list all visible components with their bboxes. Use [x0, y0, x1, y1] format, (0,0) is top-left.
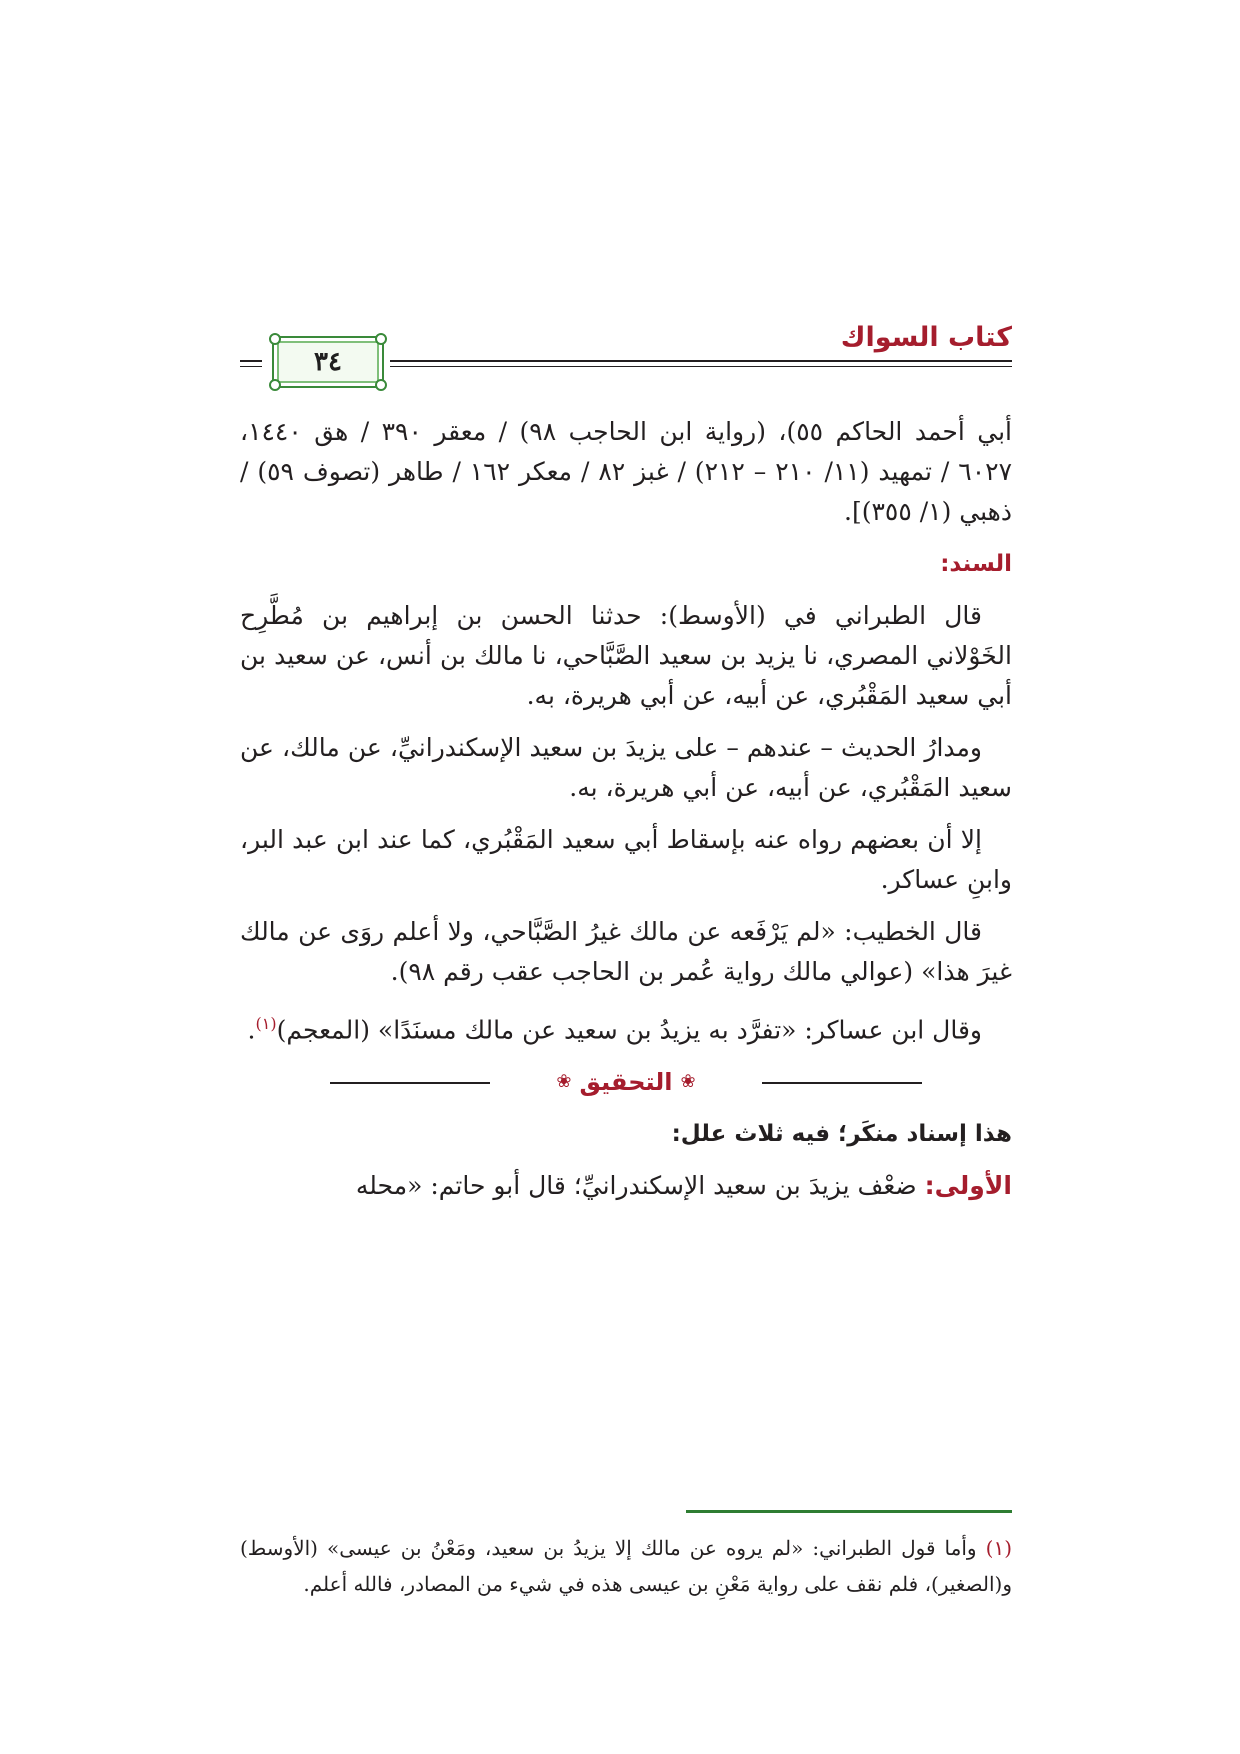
footnote: [240, 1530, 1012, 1602]
footnote-number: (١): [985, 1536, 1012, 1560]
footnote-text: وأما قول الطبراني: «لم يروه عن مالك إلا يزيدُ بن سعيد، ومَعْنُ بن عيسى» (الأوسط) و(الصغير)، فلم نقف على رواية مَعْنِ بن عيسى هذه في شيء من المصادر، فالله أعلم.: [240, 1536, 1012, 1596]
paragraph: [240, 1166, 1012, 1206]
frame-corner-icon: [375, 333, 387, 345]
sources-line: أبي أحمد الحاكم ٥٥)، (رواية ابن الحاجب ٩٨) / معقر ٣٩٠ / هق ١٤٤٠، ٦٠٢٧ / تمهيد (١١/ ٢١٠ – ٢١٢) / غبز ٨٢ / معكر ١٦٢ / طاهر (تصوف ٥٩) / ذهبي (١/ ٣٥٥)].: [240, 417, 1012, 526]
flourish-icon: ❀: [680, 1071, 696, 1093]
paragraph-text: وقال ابن عساكر: «تفرَّد به يزيدُ بن سعيد عن مالك مسنَدًا» (المعجم): [276, 1015, 982, 1045]
first-defect-text: ضعْف يزيدَ بن سعيد الإسكندرانيِّ؛ قال أبو حاتم: «محله: [355, 1171, 925, 1201]
page-number-frame: [272, 336, 384, 388]
verdict-line: هذا إسناد منكَر؛ فيه ثلاث علل:: [671, 1121, 1012, 1148]
sanad-heading: السند:: [940, 551, 1012, 577]
paragraph: قال الخطيب: «لم يَرْفَعه عن مالك غيرُ الصَّبَّاحي، ولا أعلم روَى عن مالك غيرَ هذا» (عوالي مالك رواية عُمر بن الحاجب عقب رقم ٩٨).: [240, 917, 1012, 986]
footnote-reference[interactable]: (١): [255, 1014, 277, 1033]
divider-line: [330, 1082, 490, 1084]
paragraph: ومدارُ الحديث – عندهم – على يزيدَ بن سعيد الإسكندرانيِّ، عن مالك، عن سعيد المَقْبُري، عن أبيه، عن أبي هريرة، به.: [240, 733, 1012, 802]
frame-corner-icon: [269, 333, 281, 345]
paragraph-end: .: [247, 1015, 256, 1045]
flourish-icon: ❀: [556, 1071, 572, 1093]
divider-line: [762, 1082, 922, 1084]
section-title: التحقيق: [579, 1068, 673, 1097]
footnote-separator: [686, 1510, 1012, 1513]
footnotes: [240, 1530, 1012, 1602]
header-rule-thin: [390, 366, 1012, 367]
paragraph: إلا أن بعضهم رواه عنه بإسقاط أبي سعيد المَقْبُري، كما عند ابن عبد البر، وابنِ عساكر.: [240, 825, 1012, 894]
page-number: ٣٤: [314, 347, 342, 377]
frame-corner-icon: [375, 379, 387, 391]
section-divider: [240, 1062, 1012, 1102]
main-text: [240, 412, 1012, 1218]
frame-corner-icon: [269, 379, 281, 391]
header-rule-short: [240, 360, 262, 362]
header-rule: [390, 360, 1012, 362]
paragraph: [240, 1004, 1012, 1050]
paragraph: قال الطبراني في (الأوسط): حدثنا الحسن بن إبراهيم بن مُطَّرِح الخَوْلاني المصري، نا يزيد بن سعيد الصَّبَّاحي، نا مالك بن أنس، عن سعيد بن أبي سعيد المَقْبُري، عن أبيه، عن أبي هريرة، به.: [240, 601, 1012, 710]
first-defect-label: الأولى:: [924, 1171, 1012, 1201]
book-title: كتاب السواك: [840, 322, 1012, 353]
page-header: [240, 322, 1012, 392]
header-rule-short-thin: [240, 366, 262, 367]
